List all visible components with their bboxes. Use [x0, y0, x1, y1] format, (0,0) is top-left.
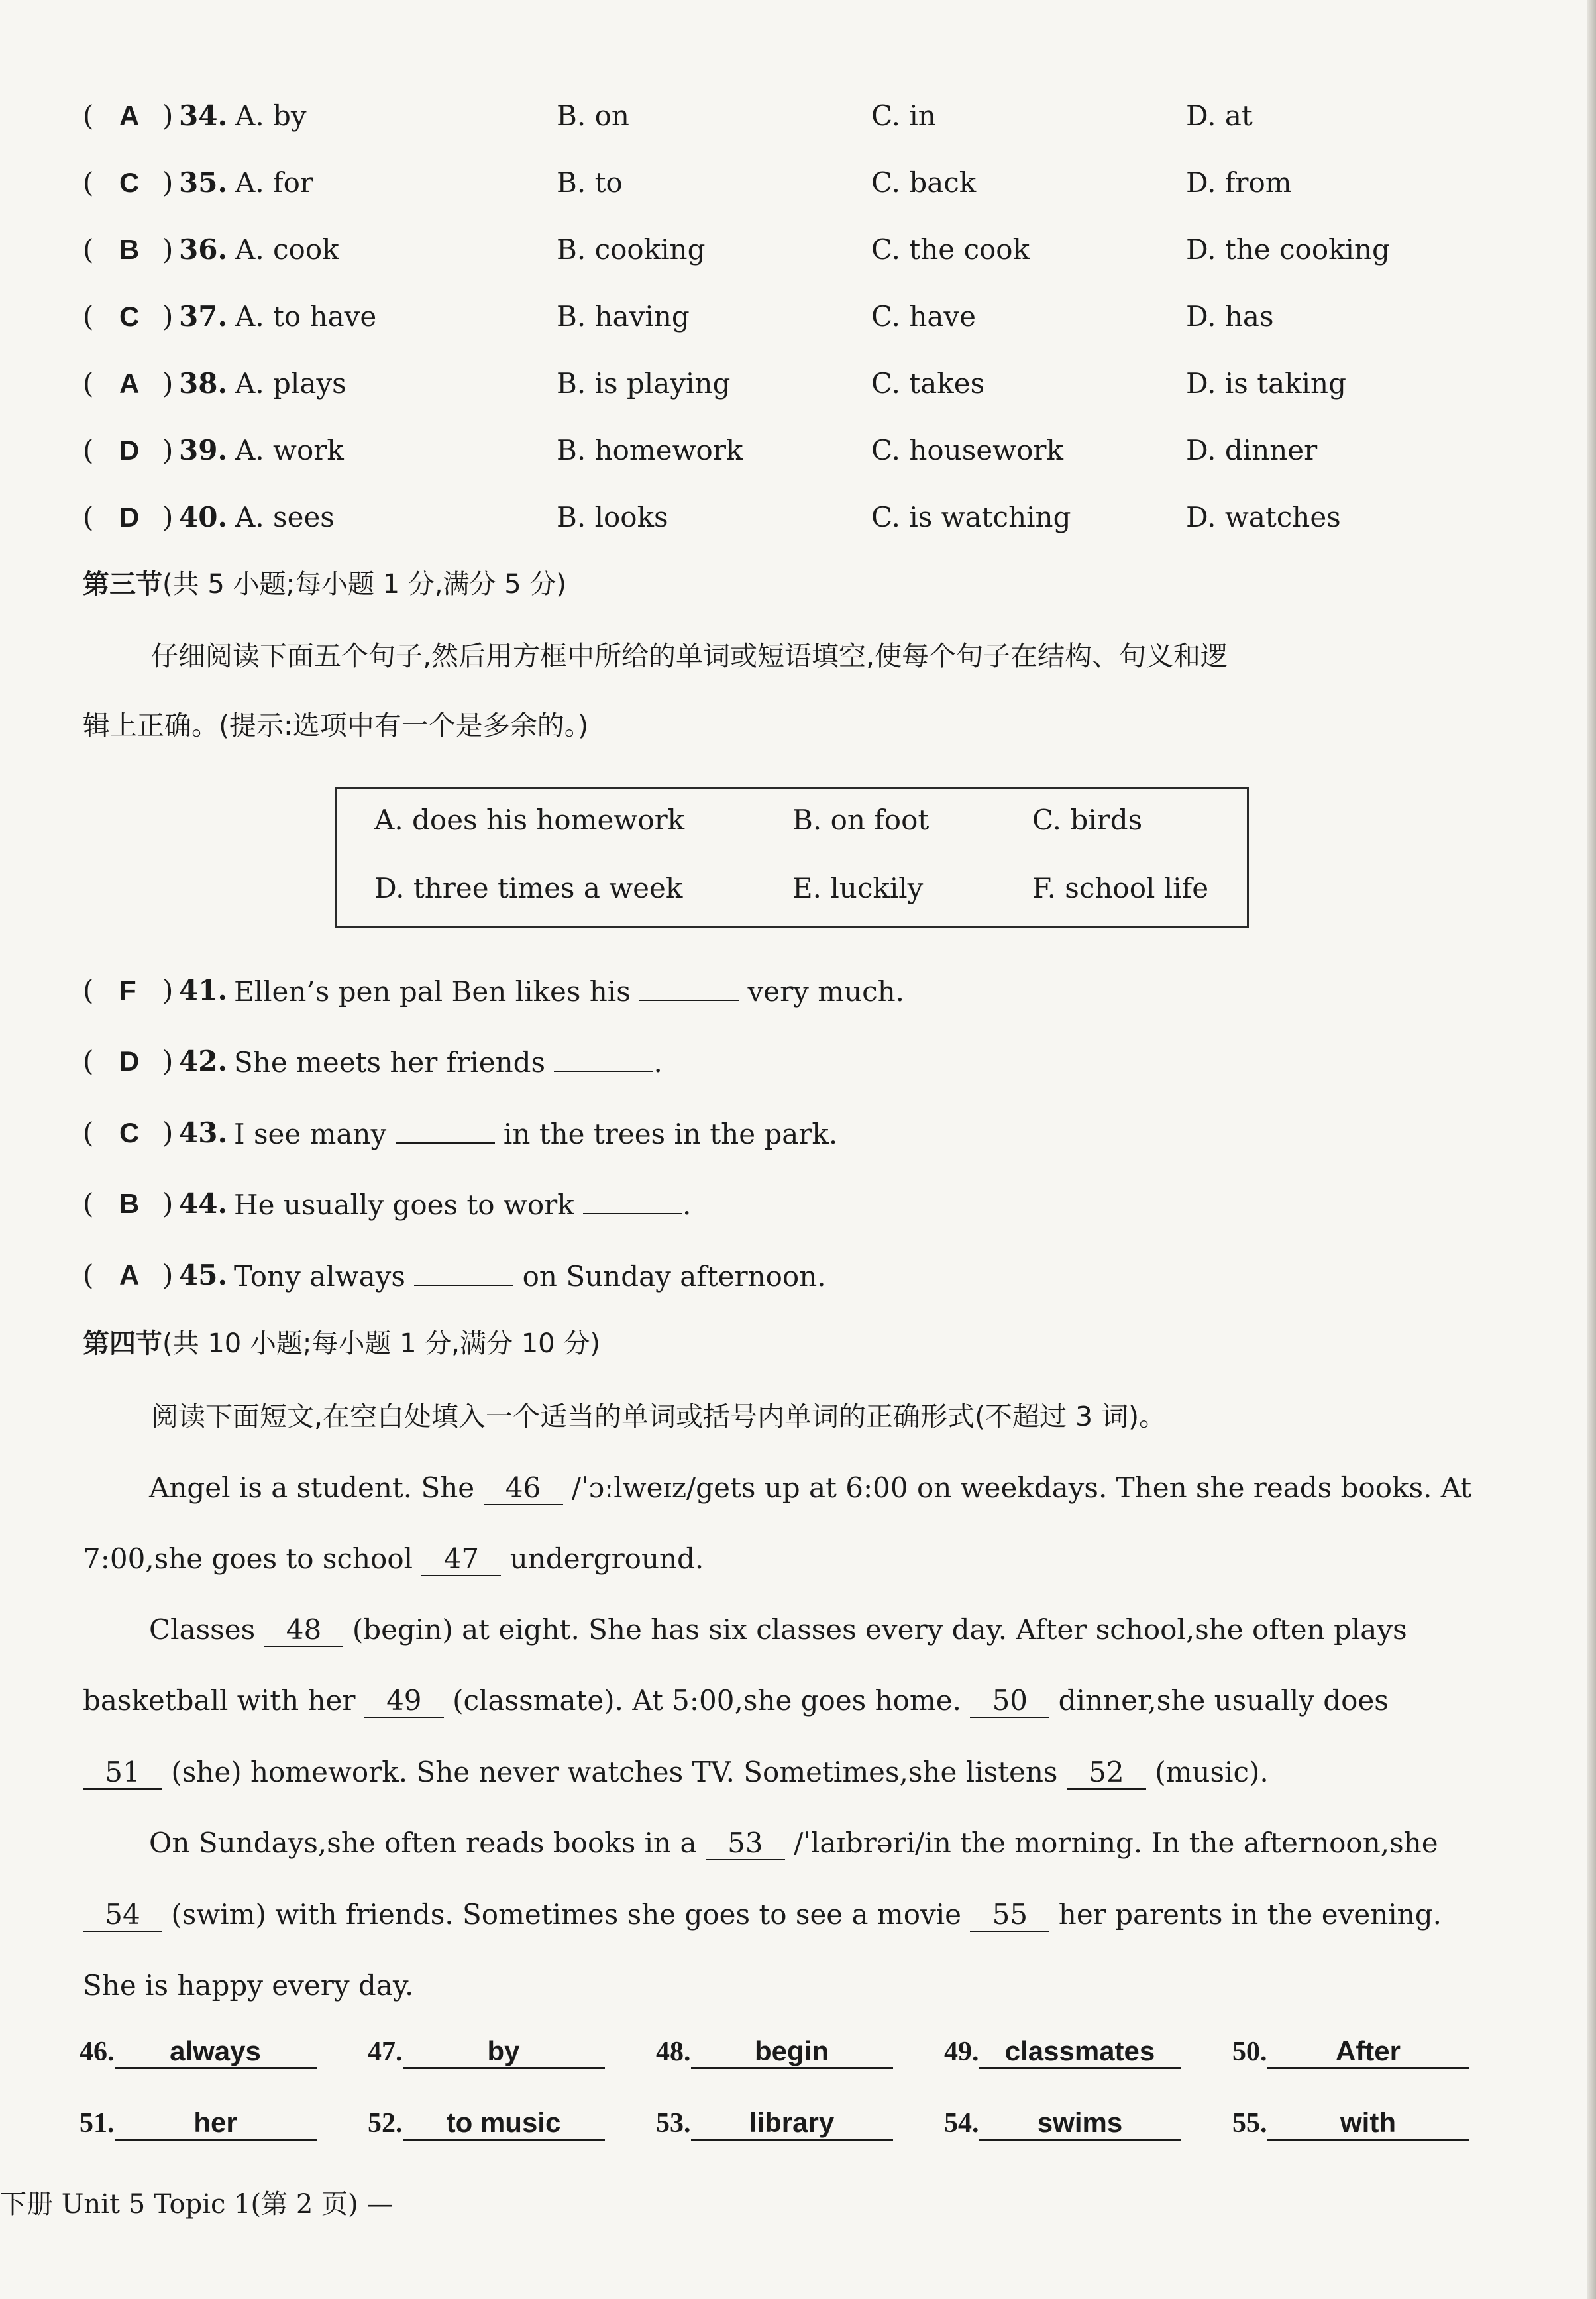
passage-text: (begin) at eight. She has six classes every day. After school,she often plays	[352, 1613, 1407, 1646]
option-c: C. have	[871, 300, 977, 333]
sentence	[234, 1113, 837, 1154]
passage-line-3	[149, 1610, 1407, 1650]
passage-line-5	[83, 1752, 1269, 1792]
answer-number: 48.	[656, 2037, 691, 2067]
close-paren: )	[162, 1116, 174, 1149]
answer-49	[944, 2035, 1181, 2069]
open-paren: (	[83, 1116, 94, 1149]
question-number: 34.	[179, 99, 228, 132]
sentence-pre: Tony always	[234, 1260, 405, 1293]
open-paren: (	[83, 367, 94, 400]
section3-instructions-line2: 辑上正确。(提示:选项中有一个是多余的。)	[83, 710, 589, 741]
sentence	[234, 1184, 691, 1225]
passage-text: (swim) with friends. Sometimes she goes to see a movie	[171, 1898, 962, 1931]
passage-text: On Sundays,she often reads books in a	[149, 1827, 697, 1859]
answer-number: 51.	[80, 2108, 115, 2139]
option-b: B. is playing	[557, 367, 731, 400]
answer-50	[1232, 2035, 1469, 2069]
answer-53	[656, 2107, 893, 2141]
sentence-post: very much.	[747, 975, 905, 1008]
sentence-pre: I see many	[234, 1118, 387, 1150]
answer-number: 49.	[944, 2037, 979, 2067]
word-bank-c: C. birds	[1032, 804, 1143, 836]
option-d: D. dinner	[1186, 434, 1318, 466]
answer-blank	[414, 1256, 513, 1286]
mc-answer: C	[119, 167, 140, 198]
question-number: 41.	[179, 974, 228, 1006]
sentence-post: in the trees in the park.	[503, 1118, 838, 1150]
answer-blank	[554, 1042, 653, 1072]
close-paren: )	[162, 233, 174, 266]
mc-answer: B	[119, 234, 140, 265]
passage-text: /ˈlaɪbrəri/in the morning. In the afternoon,she	[794, 1827, 1438, 1859]
option-d: D. at	[1186, 99, 1253, 132]
option-b: B. homework	[557, 434, 743, 466]
word-bank-b: B. on foot	[792, 804, 930, 836]
open-paren: (	[83, 1187, 94, 1220]
close-paren: )	[162, 166, 174, 199]
answer-value: library	[691, 2107, 893, 2141]
gap-50: 50	[970, 1685, 1049, 1718]
open-paren: (	[83, 434, 94, 466]
answer-value: to music	[403, 2107, 605, 2141]
sentence-pre: Ellen’s pen pal Ben likes his	[234, 975, 631, 1008]
option-d: D. has	[1186, 300, 1274, 333]
section3-note: (共 5 小题;每小题 1 分,满分 5 分)	[162, 569, 567, 600]
option-a: A. for	[235, 166, 313, 199]
passage-text: (classmate). At 5:00,she goes home.	[452, 1684, 961, 1717]
question-number: 43.	[179, 1116, 228, 1149]
option-a: A. by	[235, 99, 307, 132]
answer-55	[1232, 2107, 1469, 2141]
word-bank-a: A. does his homework	[374, 804, 685, 836]
option-a: A. work	[235, 434, 344, 466]
word-bank-box	[335, 787, 1249, 928]
gap-51: 51	[83, 1756, 162, 1790]
section3-heading	[83, 564, 566, 604]
answer-value: her	[115, 2107, 317, 2141]
close-paren: )	[162, 974, 174, 1006]
answer-46	[80, 2035, 317, 2069]
open-paren: (	[83, 1045, 94, 1077]
gap-49: 49	[364, 1685, 444, 1718]
passage-text: 7:00,she goes to school	[83, 1542, 413, 1575]
sentence	[234, 1256, 826, 1297]
section4-instructions: 阅读下面短文,在空白处填入一个适当的单词或括号内单词的正确形式(不超过 3 词)。	[151, 1401, 1167, 1432]
close-paren: )	[162, 1187, 174, 1220]
fill-answer: F	[119, 975, 136, 1006]
answer-number: 52.	[368, 2108, 403, 2139]
answer-48	[656, 2035, 893, 2069]
close-paren: )	[162, 367, 174, 400]
answer-number: 55.	[1232, 2108, 1267, 2139]
option-c: C. takes	[871, 367, 985, 400]
gap-54: 54	[83, 1899, 162, 1932]
open-paren: (	[83, 233, 94, 266]
word-bank-e: E. luckily	[792, 872, 924, 904]
answer-value: classmates	[979, 2035, 1181, 2069]
gap-48: 48	[264, 1614, 343, 1647]
passage-text: /ˈɔːlweɪz/gets up at 6:00 on weekdays. Then she reads books. At	[571, 1471, 1472, 1504]
option-c: C. in	[871, 99, 936, 132]
option-a: A. cook	[235, 233, 339, 266]
mc-answer: D	[119, 502, 140, 533]
answer-value: begin	[691, 2035, 893, 2069]
gap-47: 47	[421, 1543, 501, 1576]
option-c: C. is watching	[871, 501, 1071, 533]
fill-answer: A	[119, 1259, 140, 1291]
section4-note: (共 10 小题;每小题 1 分,满分 10 分)	[162, 1328, 600, 1359]
answer-value: After	[1267, 2035, 1469, 2069]
fill-answer: B	[119, 1188, 140, 1219]
option-c: C. housework	[871, 434, 1063, 466]
answer-value: always	[115, 2035, 317, 2069]
sentence-post: .	[682, 1189, 692, 1221]
mc-answer: C	[119, 301, 140, 332]
option-c: C. the cook	[871, 233, 1030, 266]
answer-number: 53.	[656, 2108, 691, 2139]
section3-instructions-line1: 仔细阅读下面五个句子,然后用方框中所给的单词或短语填空,使每个句子在结构、句义和逻	[151, 640, 1228, 672]
option-c: C. back	[871, 166, 977, 199]
passage-text: her parents in the evening.	[1058, 1898, 1442, 1931]
gap-53: 53	[706, 1827, 785, 1860]
fill-answer: C	[119, 1117, 140, 1148]
passage-text: underground.	[509, 1542, 704, 1575]
gap-46: 46	[484, 1472, 563, 1505]
mc-answer: A	[119, 100, 140, 131]
passage-text: (she) homework. She never watches TV. Sometimes,she listens	[171, 1756, 1058, 1788]
passage-text: Classes	[149, 1613, 256, 1646]
answer-number: 47.	[368, 2037, 403, 2067]
word-bank-f: F. school life	[1032, 872, 1209, 904]
close-paren: )	[162, 501, 174, 533]
option-d: D. watches	[1186, 501, 1341, 533]
page-footer: 下册 Unit 5 Topic 1(第 2 页) —	[0, 2189, 394, 2219]
sentence-pre: He usually goes to work	[234, 1189, 574, 1221]
option-d: D. is taking	[1186, 367, 1346, 400]
option-b: B. having	[557, 300, 690, 333]
question-number: 39.	[179, 434, 228, 466]
question-number: 45.	[179, 1259, 228, 1291]
section4-heading	[83, 1324, 600, 1363]
passage-text: Angel is a student. She	[149, 1471, 475, 1504]
fill-answer: D	[119, 1045, 140, 1077]
open-paren: (	[83, 300, 94, 333]
option-b: B. looks	[557, 501, 668, 533]
passage-line-6	[149, 1823, 1438, 1863]
option-b: B. to	[557, 166, 623, 199]
page-edge-shadow	[1587, 0, 1596, 2299]
question-number: 36.	[179, 233, 228, 266]
option-d: D. the cooking	[1186, 233, 1390, 266]
answer-blank	[639, 971, 739, 1001]
answer-number: 54.	[944, 2108, 979, 2139]
passage-text: basketball with her	[83, 1684, 356, 1717]
option-a: A. plays	[235, 367, 346, 400]
open-paren: (	[83, 501, 94, 533]
close-paren: )	[162, 99, 174, 132]
passage-line-1	[149, 1468, 1471, 1508]
question-number: 42.	[179, 1045, 228, 1077]
passage-line-4	[83, 1681, 1389, 1721]
close-paren: )	[162, 1045, 174, 1077]
passage-line-2	[83, 1539, 704, 1579]
option-d: D. from	[1186, 166, 1292, 199]
gap-52: 52	[1067, 1756, 1146, 1790]
sentence	[234, 971, 904, 1012]
section4-title: 第四节	[83, 1328, 162, 1359]
answer-number: 46.	[80, 2037, 115, 2067]
question-number: 44.	[179, 1187, 228, 1220]
answer-51	[80, 2107, 317, 2141]
question-number: 40.	[179, 501, 228, 533]
question-number: 35.	[179, 166, 228, 199]
close-paren: )	[162, 1259, 174, 1291]
passage-text: dinner,she usually does	[1058, 1684, 1389, 1717]
answer-value: swims	[979, 2107, 1181, 2141]
close-paren: )	[162, 434, 174, 466]
open-paren: (	[83, 99, 94, 132]
question-number: 37.	[179, 300, 228, 333]
open-paren: (	[83, 166, 94, 199]
mc-answer: D	[119, 435, 140, 466]
question-number: 38.	[179, 367, 228, 400]
word-bank-d: D. three times a week	[374, 872, 683, 904]
open-paren: (	[83, 974, 94, 1006]
option-a: A. sees	[235, 501, 335, 533]
sentence-post: on Sunday afternoon.	[522, 1260, 826, 1293]
sentence	[234, 1042, 663, 1083]
option-b: B. cooking	[557, 233, 706, 266]
answer-value: with	[1267, 2107, 1469, 2141]
close-paren: )	[162, 300, 174, 333]
answer-52	[368, 2107, 605, 2141]
passage-line-8: She is happy every day.	[83, 1969, 414, 2002]
answer-number: 50.	[1232, 2037, 1267, 2067]
mc-answer: A	[119, 368, 140, 399]
answer-blank	[396, 1113, 495, 1144]
option-b: B. on	[557, 99, 629, 132]
sentence-post: .	[653, 1046, 663, 1079]
passage-line-7	[83, 1895, 1442, 1935]
answer-value: by	[403, 2035, 605, 2069]
answer-54	[944, 2107, 1181, 2141]
gap-55: 55	[970, 1899, 1049, 1932]
answer-blank	[583, 1184, 682, 1214]
open-paren: (	[83, 1259, 94, 1291]
section3-title: 第三节	[83, 569, 162, 600]
answer-47	[368, 2035, 605, 2069]
option-a: A. to have	[235, 300, 377, 333]
passage-text: (music).	[1155, 1756, 1269, 1788]
sentence-pre: She meets her friends	[234, 1046, 546, 1079]
